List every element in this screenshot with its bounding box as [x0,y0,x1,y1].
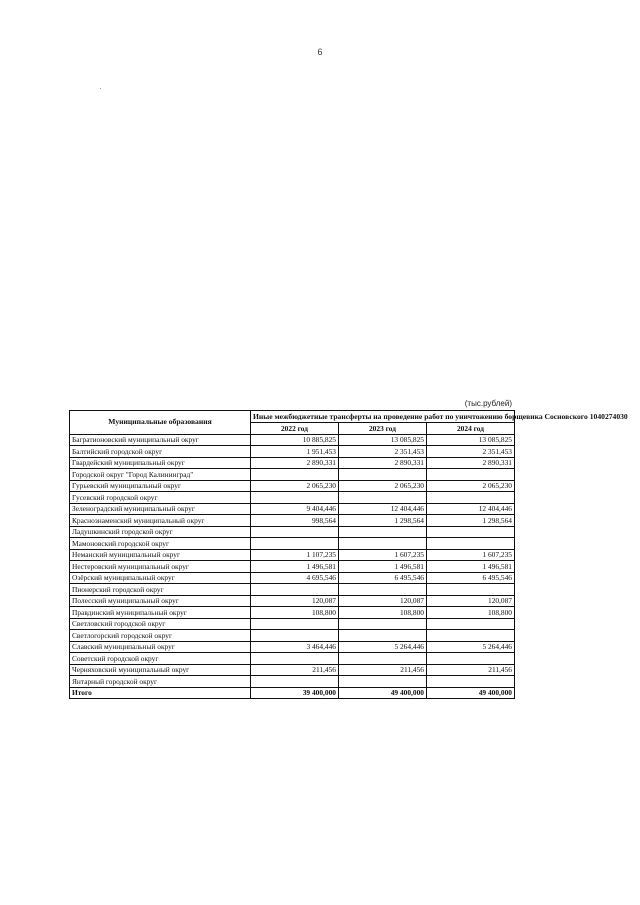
table-row [70,664,515,676]
value-2023: 2 890,331 [339,457,427,469]
municipality-name: Краснознаменский муниципальный округ [70,515,251,527]
value-2024: 5 264,446 [427,641,515,653]
value-2023: 108,800 [339,607,427,619]
table-row [70,595,515,607]
value-2022 [251,526,339,538]
total-2022: 39 400,000 [251,687,339,699]
table-row [70,446,515,458]
table-row [70,653,515,665]
value-2023: 1 496,581 [339,561,427,573]
table-row [70,549,515,561]
value-2022: 2 065,230 [251,480,339,492]
header-year-2022: 2022 год [251,423,339,435]
table-header-row [70,411,515,423]
value-2024 [427,618,515,630]
table-row [70,676,515,688]
value-2022: 108,800 [251,607,339,619]
value-2023: 1 298,564 [339,515,427,527]
value-2024: 2 351,453 [427,446,515,458]
municipality-name: Балтийский городской округ [70,446,251,458]
value-2023 [339,676,427,688]
value-2023 [339,492,427,504]
total-row [70,687,515,699]
value-2024: 120,087 [427,595,515,607]
value-2022: 9 404,446 [251,503,339,515]
value-2022 [251,630,339,642]
value-2024: 2 890,331 [427,457,515,469]
value-2023: 12 404,446 [339,503,427,515]
value-2023: 13 085,825 [339,434,427,446]
table-row [70,503,515,515]
municipality-name: Озёрский муниципальный округ [70,572,251,584]
value-2022: 10 885,825 [251,434,339,446]
value-2022 [251,538,339,550]
value-2022 [251,492,339,504]
value-2022 [251,653,339,665]
value-2024: 12 404,446 [427,503,515,515]
table-row [70,480,515,492]
value-2022: 1 951,453 [251,446,339,458]
municipality-name: Черняховский муниципальный округ [70,664,251,676]
table-body [70,434,515,687]
value-2023 [339,630,427,642]
value-2023 [339,469,427,481]
value-2022: 120,087 [251,595,339,607]
table-row [70,561,515,573]
value-2024: 6 495,546 [427,572,515,584]
table-row [70,538,515,550]
municipality-name: Полесский муниципальный округ [70,595,251,607]
municipality-name: Славский муниципальный округ [70,641,251,653]
municipality-name: Городской округ "Город Калининград" [70,469,251,481]
value-2024 [427,526,515,538]
value-2024 [427,469,515,481]
municipality-name: Янтарный городской округ [70,676,251,688]
value-2023: 211,456 [339,664,427,676]
value-2023 [339,526,427,538]
header-year-2023: 2023 год [339,423,427,435]
value-2024: 2 065,230 [427,480,515,492]
table-row [70,618,515,630]
header-transfer-title: Иные межбюджетные трансферты на проведение работ по уничтожению борщевика Сосновского 1040274030 [251,411,515,423]
total-2023: 49 400,000 [339,687,427,699]
value-2022 [251,469,339,481]
value-2024 [427,584,515,596]
value-2023: 120,087 [339,595,427,607]
table-row [70,434,515,446]
municipality-name: Нестеровский муниципальный округ [70,561,251,573]
value-2024 [427,492,515,504]
municipality-name: Зеленоградский муниципальный округ [70,503,251,515]
municipality-name: Мамоновский городской округ [70,538,251,550]
units-note: (тыс.рублей) [464,399,512,408]
value-2023 [339,584,427,596]
value-2024 [427,676,515,688]
value-2022: 1 107,235 [251,549,339,561]
value-2022: 4 695,546 [251,572,339,584]
municipality-name: Гусевский городской округ [70,492,251,504]
table-row [70,469,515,481]
table-row [70,515,515,527]
municipality-name: Советский городской округ [70,653,251,665]
header-municipalities: Муниципальные образования [70,411,251,435]
municipality-name: Ладушкинский городской округ [70,526,251,538]
value-2024 [427,653,515,665]
value-2024: 108,800 [427,607,515,619]
value-2022: 3 464,446 [251,641,339,653]
value-2024: 1 298,564 [427,515,515,527]
value-2022 [251,618,339,630]
value-2024: 1 496,581 [427,561,515,573]
page-number: 6 [317,47,323,57]
value-2024: 13 085,825 [427,434,515,446]
municipality-name: Гурьевский муниципальный округ [70,480,251,492]
value-2023 [339,653,427,665]
value-2024: 211,456 [427,664,515,676]
municipality-name: Пионерский городской округ [70,584,251,596]
value-2022: 2 890,331 [251,457,339,469]
value-2023: 2 065,230 [339,480,427,492]
table-row [70,572,515,584]
table-row [70,607,515,619]
table-row [70,630,515,642]
header-year-2024: 2024 год [427,423,515,435]
value-2022 [251,584,339,596]
total-label: Итого [70,687,251,699]
municipality-name: Гвардейский муниципальный округ [70,457,251,469]
value-2024: 1 607,235 [427,549,515,561]
total-2024: 49 400,000 [427,687,515,699]
table-row [70,457,515,469]
municipality-name: Светлогорский городской округ [70,630,251,642]
transfers-table [69,410,628,699]
value-2023 [339,618,427,630]
value-2023: 5 264,446 [339,641,427,653]
value-2022: 1 496,581 [251,561,339,573]
table-row [70,641,515,653]
value-2023: 6 495,546 [339,572,427,584]
municipality-name: Багратионовский муниципальный округ [70,434,251,446]
value-2022 [251,676,339,688]
value-2023 [339,538,427,550]
municipality-name: Светловский городской округ [70,618,251,630]
value-2022: 211,456 [251,664,339,676]
value-2023: 1 607,235 [339,549,427,561]
table-row [70,526,515,538]
value-2024 [427,538,515,550]
municipality-name: Правдинский муниципальный округ [70,607,251,619]
scan-speck [100,88,101,89]
value-2024 [427,630,515,642]
table-row [70,492,515,504]
table-row [70,584,515,596]
value-2023: 2 351,453 [339,446,427,458]
value-2022: 998,564 [251,515,339,527]
municipality-name: Неманский муниципальный округ [70,549,251,561]
